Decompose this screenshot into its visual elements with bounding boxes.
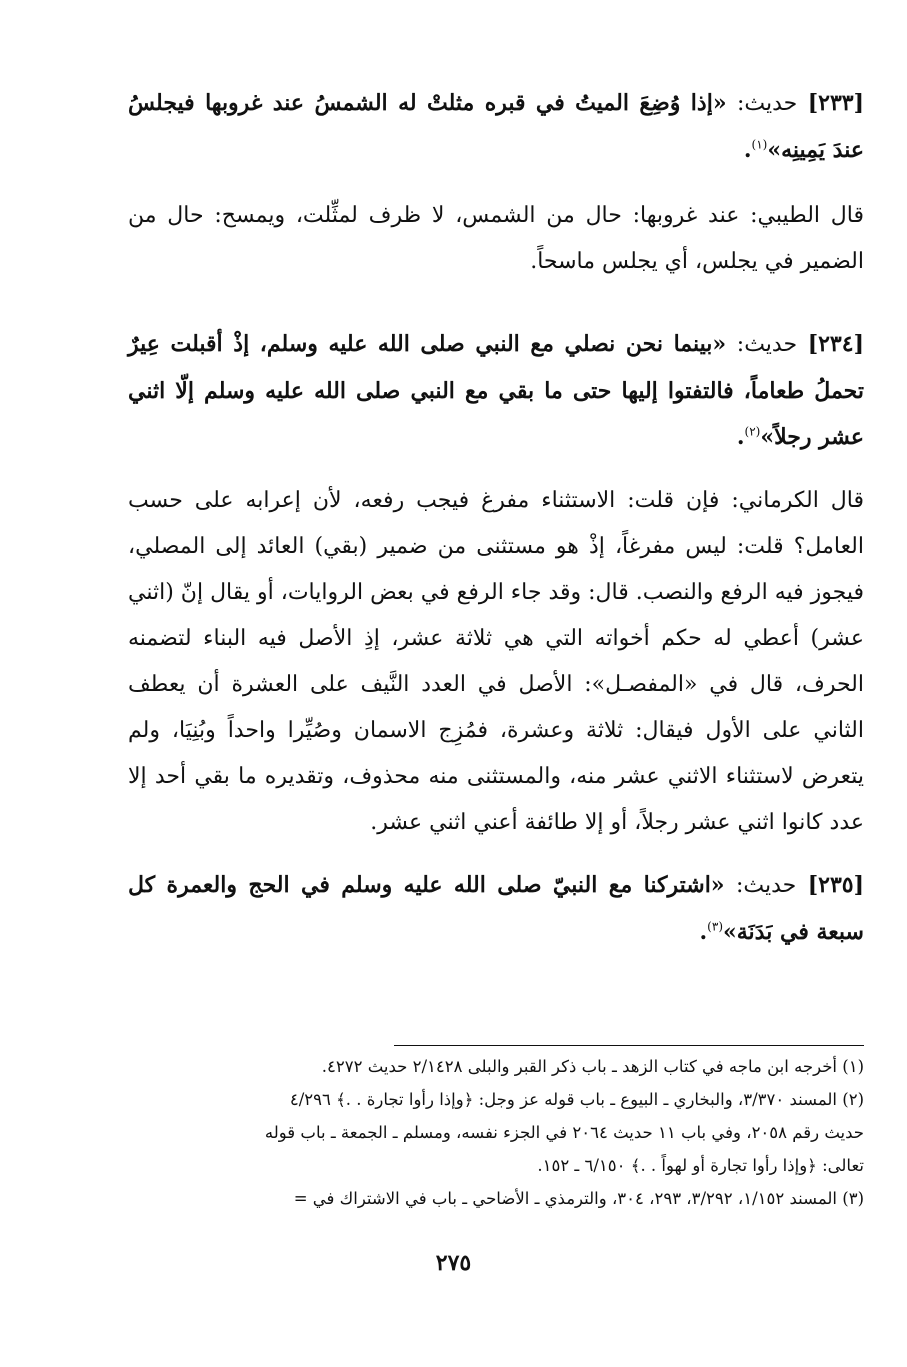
hadith-end: . xyxy=(736,424,745,450)
commentary-234: قال الكرماني: فإن قلت: الاستثناء مفرغ فيجب رفعه، لأن إعرابه على حسب العامل؟ قلت: ليس مفرغاً، إذْ هو مستثنى من ضمير (بقي) العائد إلى المصلي، فيجوز فيه الرفع والنصب. قال: وقد جاء الرفع في بعض الروايات، أو يقال إنّ (اثني عشر) أعطي له حكم أخواته التي هي ثلاثة عشر، إذِ الأصل فيه البناء لتضمنه الحرف، قال في «المفصـل»: الأصل في العدد النَّيف على العشرة أن يعطف الثاني على الأول فيقال: ثلاثة وعشرة، فمُزِج الاسمان وصُيِّرا واحداً وبُنِيَا، ولم يتعرض لاستثناء الاثني عشر منه، والمستثنى منه محذوف، وتقديره ما بقي أحد إلا عدد كانوا اثني عشر رجلاً، أو إلا طائفة أعني اثني عشر. xyxy=(128,488,864,835)
footnote-2-line-3: تعالى: ﴿وإذا رأوا تجارة أو لهواً . .﴾ ٦/١٥٠ ـ ١٥٢. xyxy=(537,1156,864,1175)
footnote-ref: (٢) xyxy=(744,424,761,439)
page-number: ٢٧٥ xyxy=(435,1250,472,1276)
page-body xyxy=(128,80,864,955)
hadith-text: «اشتركنا مع النبيّ صلى الله عليه وسلم في الحج والعمرة كل سبعة في بَدَنَة» xyxy=(128,872,864,945)
footnote-ref: (٣) xyxy=(707,919,723,934)
hadith-lead: حديث: xyxy=(735,873,797,898)
hadith-235 xyxy=(128,862,864,955)
hadith-lead: حديث: xyxy=(736,332,798,357)
footnote-3: (٣) المسند ١/١٥٢، ٣/٢٩٢، ٢٩٣، ٣٠٤، والترمذي ـ الأضاحي ـ باب في الاشتراك في = xyxy=(293,1189,864,1208)
footnote-divider xyxy=(394,1045,864,1046)
commentary-233: قال الطيبي: عند غروبها: حال من الشمس، لا ظرف لمثِّلت، ويمسح: حال من الضمير في يجلس، أي يجلس ماسحاً. xyxy=(128,203,864,274)
hadith-234 xyxy=(128,321,864,460)
footnote-2: (٢) المسند ٣/٣٧٠، والبخاري ـ البيوع ـ باب قوله عز وجل: ﴿وإذا رأوا تجارة . .﴾ ٤/٢٩٦ xyxy=(289,1090,864,1109)
hadith-end: . xyxy=(699,919,708,945)
footnote-1: (١) أخرجه ابن ماجه في كتاب الزهد ـ باب ذكر القبر والبلى ٢/١٤٢٨ حديث ٤٢٧٢. xyxy=(321,1057,864,1076)
footnote-2-line-2: حديث رقم ٢٠٥٨، وفي باب ١١ حديث ٢٠٦٤ في الجزء نفسه، ومسلم ـ الجمعة ـ باب قوله xyxy=(264,1123,864,1142)
hadith-end: . xyxy=(743,137,752,163)
footnotes xyxy=(128,1050,864,1215)
footnote-ref: (١) xyxy=(751,137,768,152)
hadith-number: [٢٣٤] xyxy=(807,331,864,357)
hadith-number: [٢٣٥] xyxy=(807,872,864,898)
hadith-233 xyxy=(128,80,864,173)
hadith-number: [٢٣٣] xyxy=(807,90,865,116)
hadith-lead: حديث: xyxy=(737,91,798,116)
hadith-text: «إذا وُضِعَ الميتُ في قبره مثلتْ له الشمسُ عند غروبها فيجلسُ عندَ يَمِينِه» xyxy=(128,90,864,163)
hadith-text: «بينما نحن نصلي مع النبي صلى الله عليه وسلم، إذْ أقبلت عِيرٌ تحملُ طعاماً، فالتفتوا إليها حتى ما بقي مع النبي صلى الله عليه وسلم إلّا اثني عشر رجلاً» xyxy=(128,331,864,450)
